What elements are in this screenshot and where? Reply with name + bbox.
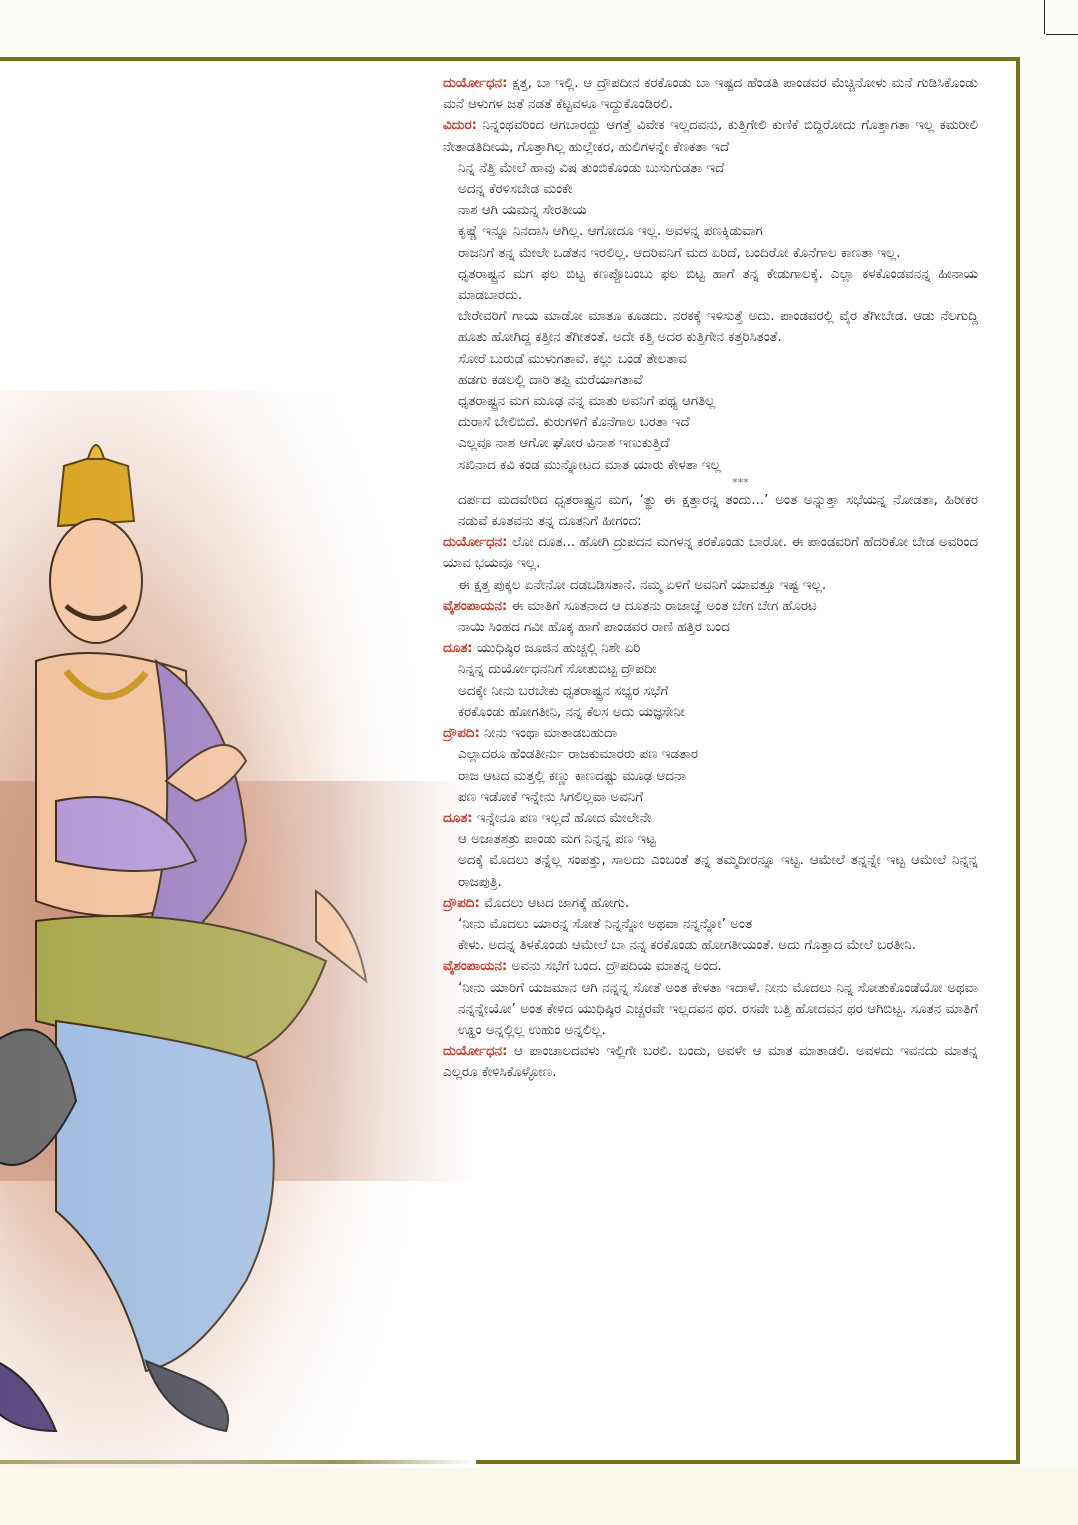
bottom-margin <box>0 1468 1078 1525</box>
line-text: ಮೊದಲು ಆಟದ ಜಾಗಕ್ಕೆ ಹೋಗು. <box>479 895 630 911</box>
verse-line <box>443 914 978 935</box>
verse-line <box>443 617 978 638</box>
verse-line <box>443 158 978 179</box>
line-text: ದುರಾಸೆ ಬೇಲಿಬಿದೆ. ಕುರುಗಳಿಗೆ ಕೊನೆಗಾಲ ಬರತಾ ಇದೆ <box>458 415 690 431</box>
line-text: ಇನ್ನೇನೂ ಪಣ ಇಲ್ಲದೆ ಹೋದ ಮೇಲೇನೇ <box>472 810 652 826</box>
separator-text: *** <box>732 475 749 489</box>
speaker-name: ದೂತ: <box>443 641 473 657</box>
verse-line <box>443 829 978 850</box>
line-text: ಧೃತರಾಷ್ಟ್ರನ ಮಗ ಫಲ ಬಿಟ್ಟ ಕಣಪ್ಪೊಬಂಬು ಫಲ ಬಿಟ್ಟ ಹಾಗೆ ತನ್ನ ಕೇಡುಗಾಲಕ್ಕೆ. ಎಲ್ಲಾ ಕಳಕೊಂಡವನನ್ನ ಹೀನಾಯ ಮಾಡಬಾರದು. <box>458 266 978 304</box>
dialogue-line <box>443 808 978 829</box>
speaker-name: ದ್ರೌಪದಿ: <box>443 726 480 742</box>
speaker-name: ದುರ್ಯೋಧನ: <box>443 1044 508 1060</box>
line-text: ನಿನ್ನಂಥವರಿಂದ ಆಗಬಾರದ್ದು ಆಗತ್ತೆ ವಿವೇಕ ಇಲ್ಲದವನು, ಕುತ್ತಿಗೇಲಿ ಕುಣಿಕೆ ಬಿದ್ದಿರೋದು ಗೊತ್ತಾಗತಾ ಇಲ್ಲ ಕಮರೀಲಿ ನೇತಾಡತಿದೀಯ, ಗೊತ್ತಾಗಿಲ್ಲ ಹುಲ್ಲೇಕರ, ಹುಲಿಗಳನ್ನೇ ಕೆಣಕತಾ ಇದೆ <box>443 118 978 155</box>
line-text: ನಿನ್ನನ್ನ ದುರ್ಯೋಧನನಿಗೆ ಸೋತುಬಿಟ್ಟ ದ್ರೌಪದೀ <box>458 662 657 678</box>
line-text: ಸೋರೆ ಬುರುಡೆ ಮುಳುಗತಾವೆ. ಕಲ್ಲು ಬಂಡೆ ತೇಲತಾವ <box>458 351 687 367</box>
line-text: ದರ್ಪದ ಮದವೇರಿದ ಧೃತರಾಷ್ಟ್ರನ ಮಗ, ‘ತ್ಥು ಈ ಕ್ಷತ್ತಾರನ್ನ ತಂದು...’ ಅಂತ ಅನ್ನುತ್ತಾ ಸಭೆಯನ್ನ ನೋಡತಾ, ಹಿರೀಕರ ನಡುವೆ ಕೂತವನು ತನ್ನ ದೂತನಿಗೆ ಹೀಗಂದ: <box>458 492 978 530</box>
verse-line <box>443 766 978 787</box>
line-text: ಆ ಅಜಾತಶತ್ರು ಪಾಂಡು ಮಗ ನಿನ್ನನ್ನ ಪಣ ಇಟ್ಟ <box>458 832 656 848</box>
line-text: ಅದಕ್ಕೇ ನೀನು ಬರಬೇಕು ಧೃತರಾಷ್ಟ್ರನ ಸಭ್ಯರ ಸಭೆಗೆ <box>458 683 669 699</box>
dialogue-line <box>443 723 978 744</box>
dialogue-line <box>443 956 978 977</box>
dialogue-line <box>443 1041 978 1083</box>
verse-line <box>443 935 978 956</box>
line-text: ಪಣ ಇಡೋಕೆ ಇನ್ನೇನು ಸಿಗಲಿಲ್ಲವಾ ಅವನಿಗೆ <box>458 789 644 805</box>
verse-line <box>443 412 978 433</box>
line-text: ರಾಜ ಆಟದ ಮತ್ತಲ್ಲಿ ಕಣ್ಣು ಕಾಣದಷ್ಟು ಮೂಢ ಆದನಾ <box>458 768 687 784</box>
line-text: ಅವನು ಸಭೆಗೆ ಬಂದ. ದ್ರೌಪದಿಯ ಮಾತನ್ನ ಅಂದ. <box>507 959 722 975</box>
verse-line <box>443 702 978 723</box>
verse-line <box>443 978 978 1042</box>
line-text: ನಾಶ ಆಗಿ ಯಮನ್ನ ಸೇರತೀಯ <box>458 203 587 219</box>
line-text: ಅದಕ್ಕೆ ಮೊದಲು ತನ್ನೆಲ್ಲ ಸಂಪತ್ತು, ಸಾಲದು ಎಂಬಂತೆ ತನ್ನ ತಮ್ಮದೀರನ್ನೂ ಇಟ್ಟ. ಆಮೇಲೆ ತನ್ನನ್ನೇ ಇಟ್ಟ ಆಮೇಲೆ ನಿನ್ನನ್ನ ರಾಜಪುತ್ರಿ. <box>458 853 978 890</box>
line-text: ಧೃತರಾಷ್ಟ್ರನ ಮಗ ಮೂಢ ನನ್ನ ಮಾತು ಅವನಿಗೆ ಪಥ್ಯ ಆಗತಿಲ್ಲ <box>458 394 716 410</box>
crop-mark <box>1046 34 1078 35</box>
verse-line <box>443 659 978 680</box>
article-text-column <box>443 73 978 1084</box>
line-text: ಬೇರೇವರಿಗೆ ಗಾಯ ಮಾಡೋ ಮಾತೂ ಕೂಡದು. ನರಕಕ್ಕೆ ಇಳಿಸುತ್ತೆ ಅದು. ಪಾಂಡವರಲ್ಲಿ ವೈರ ತೆಗೀಬೇಡ. ಆಡು ನೆಲಗುದ್ದಿ ಹೂತು ಹೋಗಿದ್ದ ಕತ್ತೀನ ತೆಗೀತಂತೆ. ಅದೇ ಕತ್ತಿ ಅದರ ಕುತ್ತಿಗೇನ ಕತ್ತರಿಸಿತಂತೆ. <box>458 309 978 346</box>
line-text: ಕರಕೊಂಡು ಹೋಗತೀನಿ, ನನ್ನ ಕೆಲಸ ಅದು ಯಜ್ಞಸೇನೀ <box>458 704 685 720</box>
verse-line <box>443 575 978 596</box>
verse-line <box>443 200 978 221</box>
dialogue-line <box>443 115 978 157</box>
line-text: ಅದನ್ನ ಕೆರಳಿಸಬೇಡ ಮಂಕೇ <box>458 182 573 198</box>
line-text: ಎಲ್ಲಾದರೂ ಹೆಂಡತೀರ್ನು ರಾಜಕುಮಾರರು ಪಣ ಇಡತಾರ <box>458 747 698 763</box>
dialogue-line <box>443 532 978 574</box>
speaker-name: ವೈಶಂಪಾಯನ: <box>443 598 508 614</box>
dialogue-line <box>443 73 978 115</box>
verse-line <box>443 391 978 412</box>
line-text: ರಾಜನಿಗೆ ತನ್ನ ಮೇಲೇ ಒಡೆತನ ಇರಲಿಲ್ಲ. ಆದರಿವನಿಗೆ ಮದ ಏರಿದೆ, ಬಂದಿರೋ ಕೊನೆಗಾಲ ಕಾಣತಾ ಇಲ್ಲ. <box>458 245 901 261</box>
verse-line <box>443 243 978 264</box>
line-text: ಕ್ಷತ್ತ, ಬಾ ಇಲ್ಲಿ. ಆ ದ್ರೌಪದೀನ ಕರಕೊಂಡು ಬಾ ಇಷ್ಟದ ಹೆಂಡತಿ ಪಾಂಡವರ ಮೆಚ್ಚಿನೋಳು ಮನೆ ಗುಡಿಸಿಕೊಂಡು ಮನೆ ಆಳುಗಳ ಜತೆ ನಡತೆ ಕೆಟ್ಟವಳೂ ಇದ್ದುಕೊಂಡಿರಲಿ. <box>443 76 978 113</box>
verse-line <box>443 490 978 532</box>
verse-line <box>443 433 978 454</box>
line-text: ಎಲ್ಲವೂ ನಾಶ ಆಗೋ ಘೋರ ವಿನಾಶ ಇಣುಕುತ್ತಿದೆ <box>458 436 670 452</box>
dialogue-line <box>443 638 978 659</box>
speaker-name: ದುರ್ಯೋಧನ: <box>443 76 508 91</box>
line-text: ಕೃಷ್ಣೆ ಇನ್ನೂ ನಿನದಾಸಿ ಆಗಿಲ್ಲ. ಆಗೋದೂ ಇಲ್ಲ. ಅವಳನ್ನ ಪಣಕ್ಕಿಡುವಾಗ <box>458 224 763 240</box>
duryodhana-illustration <box>0 61 476 1468</box>
verse-line <box>443 455 978 476</box>
crop-mark <box>1044 0 1045 34</box>
speaker-name: ವೈಶಂಪಾಯನ: <box>443 959 508 975</box>
verse-line <box>443 306 978 348</box>
line-text: ಆ ಪಾಂಚಾಲದವಳು ಇಲ್ಲಿಗೇ ಬರಲಿ. ಬಂದು, ಅವಳೇ ಆ ಮಾತ ಮಾತಾಡಲಿ. ಅವಳದು ಇವನದು ಮಾತನ್ನ ಎಲ್ಲರೂ ಕೇಳಿಸಿಕೊಳ್ಳೋಣ. <box>443 1044 978 1081</box>
verse-line <box>443 370 978 391</box>
line-text: ಈ ಕ್ಷತ್ತ ಪುಕ್ಕಲ ಏನೇನೋ ದಡಬಡಿಸತಾನೆ. ನಮ್ಮ ಏಳಿಗೆ ಅವನಿಗೆ ಯಾವತ್ತೂ ಇಷ್ಟ ಇಲ್ಲ. <box>458 577 827 593</box>
line-text: ಸಖಿನಾದ ಕವಿ ಕಂಡ ಮುನ್ನೋಟದ ಮಾತ ಯಾರು ಕೇಳತಾ ಇಲ್ಲ <box>458 457 721 473</box>
line-text: ನೀನು ಇಂಥಾ ಮಾತಾಡಬಹುದಾ <box>479 726 618 742</box>
line-text: ಲೋ ದೂತ... ಹೋಗಿ ದ್ರುಪದನ ಮಗಳನ್ನ ಕರಕೊಂಡು ಬಾರೋ. ಈ ಪಾಂಡವರಿಗೆ ಹೆದರಿಕೋ ಬೇಡ ಅವರಿಂದ ಯಾವ ಭಯವೂ ಇಲ್ಲ. <box>443 535 978 572</box>
line-text: ನಾಯಿ ಸಿಂಹದ ಗವೀ ಹೊಕ್ಕ ಹಾಗೆ ಪಾಂಡವರ ರಾಣಿ ಹತ್ತಿರ ಬಂದ <box>458 620 730 636</box>
dialogue-line <box>443 893 978 914</box>
dialogue-line <box>443 596 978 617</box>
section-separator <box>443 476 978 490</box>
verse-line <box>443 681 978 702</box>
verse-line <box>443 179 978 200</box>
line-text: ‘ನೀನು ಯಾರಿಗೆ ಯಜಮಾನ ಆಗಿ ನನ್ನನ್ನ ಸೋತೆ ಅಂತ ಕೇಳತಾ ಇದಾಳೆ. ನೀನು ಮೊದಲು ನಿನ್ನ ಸೋತುಕೊಂಡೆಯೋ ಅಥವಾ ನನ್ನನ್ನೇಯೋ’ ಅಂತ ಕೇಳಿದ ಯುಧಿಷ್ಠಿರ ಎಚ್ಚರವೇ ಇಲ್ಲದವನ ಥರ. ರಸವೇ ಬತ್ತಿ ಹೋದವನ ಥರ ಆಗಿಬಿಟ್ಟ. ಸೂತನ ಮಾತಿಗೆ ಊ್ಹಂ ಅನ್ನಲ್ಲಿಲ್ಲ ಉಹುಂ ಅನ್ನಲಿಲ್ಲ. <box>458 980 978 1038</box>
verse-line <box>443 787 978 808</box>
line-text: ಯುಧಿಷ್ಠಿರ ಜೂಜಿನ ಹುಚ್ಚಲ್ಲಿ ನಿಶೇ ಏರಿ <box>472 641 641 657</box>
speaker-name: ದೂತ: <box>443 810 473 826</box>
line-text: ಕೇಳು. ಅದನ್ನ ತಿಳಕೊಂಡು ಆಮೇಲೆ ಬಾ ನನ್ನ ಕರಕೊಂಡು ಹೋಗತೀಯಂತೆ. ಅದು ಗೊತ್ತಾದ ಮೇಲೆ ಬರತೀನಿ. <box>458 938 917 954</box>
verse-line <box>443 850 978 892</box>
line-text: ನಿನ್ನ ನೆತ್ತಿ ಮೇಲೆ ಹಾವು ವಿಷ ತುಂಬಿಕೊಂಡು ಬುಸುಗುಡತಾ ಇದೆ <box>458 160 725 176</box>
verse-line <box>443 744 978 765</box>
line-text: ಈ ಮಾತಿಗೆ ಸೂತನಾದ ಆ ದೂತನು ರಾಜಾಜ್ಞೆ ಅಂತ ಬೇಗ ಬೇಗ ಹೊರಟ <box>507 598 817 614</box>
verse-line <box>443 221 978 242</box>
verse-line <box>443 264 978 306</box>
speaker-name: ದುರ್ಯೋಧನ: <box>443 535 508 551</box>
speaker-name: ದ್ರೌಪದಿ: <box>443 895 480 911</box>
line-text: ಹಡಗು ಕಡಲಲ್ಲಿ ದಾರಿ ತಪ್ಪಿ ಮರೆಯಾಗತಾವೆ <box>458 372 643 388</box>
speaker-name: ವಿದುರ: <box>443 118 477 134</box>
verse-line <box>443 349 978 370</box>
line-text: ‘ನೀನು ಮೊದಲು ಯಾರನ್ನ ಸೋತೆ ನಿನ್ನನ್ನೋ ಅಥವಾ ನನ್ನನ್ನೋ’ ಅಂತ <box>458 916 753 932</box>
